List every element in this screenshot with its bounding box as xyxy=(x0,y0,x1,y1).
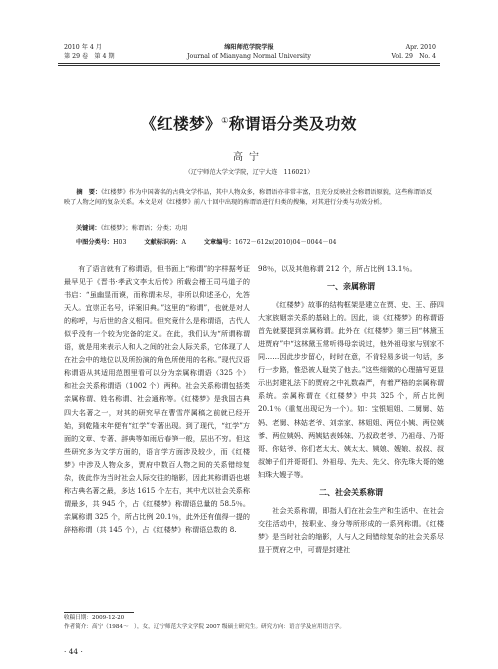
article-title-part2: 称谓语分类及功效 xyxy=(228,114,357,133)
header-rule-double xyxy=(58,65,440,66)
classification-line xyxy=(76,237,337,246)
abstract xyxy=(64,188,436,209)
keywords xyxy=(76,223,187,232)
author-name: 高宁 xyxy=(233,152,265,163)
title-note-mark: ① xyxy=(221,115,229,125)
body-paragraph-continued: 98％，以及其他称谓 212 个，所占比例 13.1％。 xyxy=(258,264,417,273)
footnote-rule xyxy=(64,612,134,613)
body-left-column xyxy=(64,262,250,536)
page-number: · 44 · xyxy=(64,647,83,656)
header-journal-cn: 绵阳师范学院学报 xyxy=(224,44,274,51)
abstract-label: 摘 要： xyxy=(76,189,102,196)
article-title xyxy=(0,112,498,134)
author-affiliation: （辽宁师范大学文学院，辽宁大连 116021） xyxy=(184,169,314,176)
article-no-label: 文章编号： xyxy=(203,239,235,246)
abstract-text: 《红楼梦》作为中国著名的古典文学作品，其中人物众多，称谓语亦非常丰富，且充分反映社会称谓语原貌，这些称谓语反映了人物之间的复杂关系。本文是对《红楼梦》前八十回中出现的称谓语进行归类的搜集，对其进行分类与功效分析。 xyxy=(64,189,433,207)
doc-code-label: 文献标识码： xyxy=(144,239,182,246)
footnote-author: 作者简介：高宁（1984～ ），女，辽宁师范大学文学院 2007 级硕士研究生。研究方向：语言学及应用语言学。 xyxy=(64,624,345,630)
header-issue-cn: 第 29 卷 第 4 期 xyxy=(64,53,115,60)
header-date-en: Apr. 2010 xyxy=(405,44,436,51)
section-heading-kinship: 一、亲属称谓 xyxy=(327,281,375,292)
footnote-received: 收稿日期：2009-12-20 xyxy=(64,615,125,621)
header-issue-en: Vol. 29 No. 4 xyxy=(391,53,436,60)
section-social-text: 社会关系称谓，即指人们在社会生产和生活中、在社会交往活动中，按职业、身分等所形成的一系列称谓。《红楼梦》是当时社会的缩影，人与人之间错综复杂的社会关系尽显于贾府之中，可谓是封建社 xyxy=(258,505,444,554)
section-kinship-text: 《红楼梦》故事的结构框架是建立在贾、史、王、薛四大家族姻亲关系的基础上的。因此，谈《红楼梦》的称谓语首先就要提到亲属称谓。此外在《红楼梦》第三回“林黛玉进贾府”中“这林黛玉常听得母亲说过，他外祖母家与别家不同……因此步步留心，时时在意，不肯轻易多说一句话，多行一步路，惟恐被人耻笑了他去。”这些细微的心理描写更显示出封建礼法下的贾府之中礼数森严，有着严格的亲属称谓系统。亲属称谓在《红楼梦》中共 325 个，所占比例 20.1％（重复出现记为一个）。如：宝银姐姐、二舅舅、姑妈、老舅、林姑老爷、刘亲家、林姐姐、两位小姨、两位姨爹、两位姨妈、两姨姑表姊妹、乃叔政老爷、乃祖母、乃哥哥、你姑爷、你们老太太、姨太太、姨娘、嫂娘、叔叔、叔叔婶子们并哥哥们、外祖母、先夫、先父、你先珠大哥的媳妇珠大嫂子等。 xyxy=(258,300,444,479)
header-rule xyxy=(58,63,440,64)
section-heading-social: 二、社会关系称谓 xyxy=(319,486,383,497)
body-paragraph: 有了语言就有了称谓语，但书面上“称谓”的字样据考证最早见于《晋书·孝武文李太后传》所载会稽王司马道子的书启：“虽幽显而谟，而称谓未尽，非所以仰述圣心，允答天人。宜崇正名号，详案旧典。”这里的“称谓”，也就是对人的称呼，与后世的含义相同。但究竟什么是称谓语，古代人似乎没有一个较为完备的定义。在此，我们认为“所谓称谓语，就是用来表示人和人之间的社会人际关系，它体现了人在社会中的地位以及所扮演的角色所使用的名称。”现代汉语称谓语从其适用范围里看可以分为亲属称谓语（325 个）和社会关系称谓语（1002 个）两种。社会关系称谓包括类亲属称谓、姓名称谓、社会通称等。《红楼梦》是我国古典四大名著之一，对其的研究早在曹雪芹属稿之前就已经开始，到乾隆末年便有“红学”专著出现。到了现代，“红学”方面的文章、专著、辞典等如雨后春笋一般，层出不穷。但这些研究多为文学方面的，语言学方面涉及较少，而《红楼梦》中涉及人物众多，贾府中数百人物之间的关系错综复杂，彼此作为当时社会人际交往的缩影，因此其称谓语也堪称古典名著之最，多达 1615 个左右，其中尤以社会关系称谓最多，共 945 个，占《红楼梦》称谓语总量的 58.5％。亲属称谓 325 个，所占比例 20.1％，此外还有值得一提的辞格称谓（共 145 个），占《红楼梦》称谓语总数的 8. xyxy=(64,264,251,534)
header-journal-en: Journal of Mianyang Normal University xyxy=(187,53,311,60)
body-right-column xyxy=(258,262,444,556)
article-title-part1: 《红楼梦》 xyxy=(141,114,222,133)
clc-label: 中图分类号： xyxy=(76,239,114,246)
doc-code-value: A xyxy=(181,239,186,246)
header-date-cn: 2010 年 4 月 xyxy=(64,44,102,51)
keywords-text: 《红楼梦》；称谓语；分类；功用 xyxy=(100,225,188,232)
article-no-value: 1672－612x(2010)04－0044－04 xyxy=(234,239,337,246)
keywords-label: 关键词： xyxy=(76,225,101,232)
clc-value: H03 xyxy=(113,239,127,246)
